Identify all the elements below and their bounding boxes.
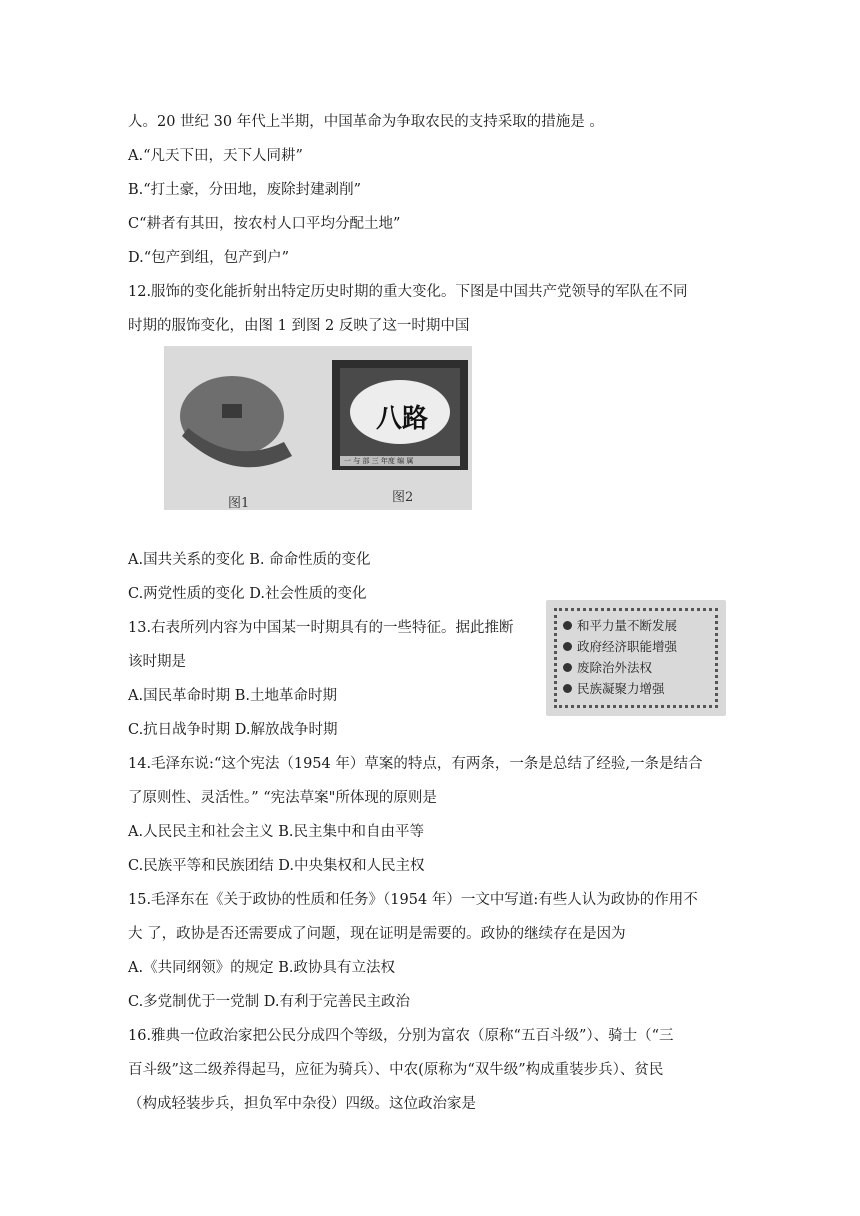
- option-a: A.“凡天下田，天下人同耕”: [128, 148, 303, 164]
- question-12-stem-cont: 时期的服饰变化，由图 1 到图 2 反映了这一时期中国: [128, 318, 470, 334]
- table-row: 和平力量不断发展: [563, 615, 709, 636]
- table-row: 政府经济职能增强: [563, 636, 709, 657]
- question-14-stem-cont: 了原则性、灵活性。” “宪法草案"所体现的原则是: [128, 790, 437, 806]
- question-16-stem: 16.雅典一位政治家把公民分成四个等级，分别为富农（原称“五百斗级”）、骑士（“三: [128, 1028, 674, 1044]
- question-13-stem-cont: 该时期是: [128, 654, 186, 670]
- question-16-stem-cont2: （构成轻装步兵，担负军中杂役）四级。这位政治家是: [128, 1096, 476, 1112]
- figure-2-label: 图2: [392, 490, 414, 505]
- question-15-stem: 15.毛泽东在《关于政协的性质和任务》（1954 年）一文中写道:有些人认为政协的作用不: [128, 892, 698, 908]
- option-c: C“耕者有其田，按农村人口平均分配土地”: [128, 216, 401, 232]
- armband-bottom-text: 一 与 部 三 年度 编 属: [344, 457, 414, 465]
- q12-options-cd: C.两党性质的变化 D.社会性质的变化: [128, 586, 367, 602]
- option-b: B.“打土豪，分田地，废除封建剥削”: [128, 182, 362, 198]
- question-13-stem: 13.右表所列内容为中国某一时期具有的一些特征。据此推断: [128, 620, 514, 636]
- feature-table: [546, 600, 726, 716]
- option-d: D.“包产到组，包产到户”: [128, 250, 290, 266]
- table-row: 废除治外法权: [563, 657, 709, 678]
- figure-panel: [164, 346, 472, 510]
- question-text-line: 人。20 世纪 30 年代上半期，中国革命为争取农民的支持采取的措施是 。: [128, 114, 604, 130]
- figure-1-label: 图1: [228, 496, 250, 510]
- q13-options-ab: A.国民革命时期 B.土地革命时期: [128, 688, 337, 704]
- q13-options-cd: C.抗日战争时期 D.解放战争时期: [128, 722, 338, 738]
- q15-options-cd: C.多党制优于一党制 D.有利于完善民主政治: [128, 994, 411, 1010]
- q15-options-ab: A.《共同纲领》的规定 B.政协具有立法权: [128, 960, 395, 976]
- table-row: 民族凝聚力增强: [563, 678, 709, 699]
- q14-options-cd: C.民族平等和民族团结 D.中央集权和人民主权: [128, 858, 425, 874]
- question-14-stem: 14.毛泽东说:“这个宪法（1954 年）草案的特点，有两条，一条是总结了经验,一条是结合: [128, 756, 703, 772]
- question-16-stem-cont: 百斗级”这二级养得起马，应征为骑兵）、中农(原称为“双牛级”构成重装步兵）、贫民: [128, 1062, 664, 1078]
- q14-options-ab: A.人民民主和社会主义 B.民主集中和自由平等: [128, 824, 424, 840]
- armband-text: 八路: [376, 404, 429, 434]
- q12-options-ab: A.国共关系的变化 B. 命命性质的变化: [128, 552, 371, 568]
- question-15-stem-cont: 大 了，政协是否还需要成了问题，现在证明是需要的。政协的继续存在是因为: [128, 926, 626, 942]
- question-12-stem: 12.服饰的变化能折射出特定历史时期的重大变化。下图是中国共产党领导的军队在不同: [128, 284, 688, 300]
